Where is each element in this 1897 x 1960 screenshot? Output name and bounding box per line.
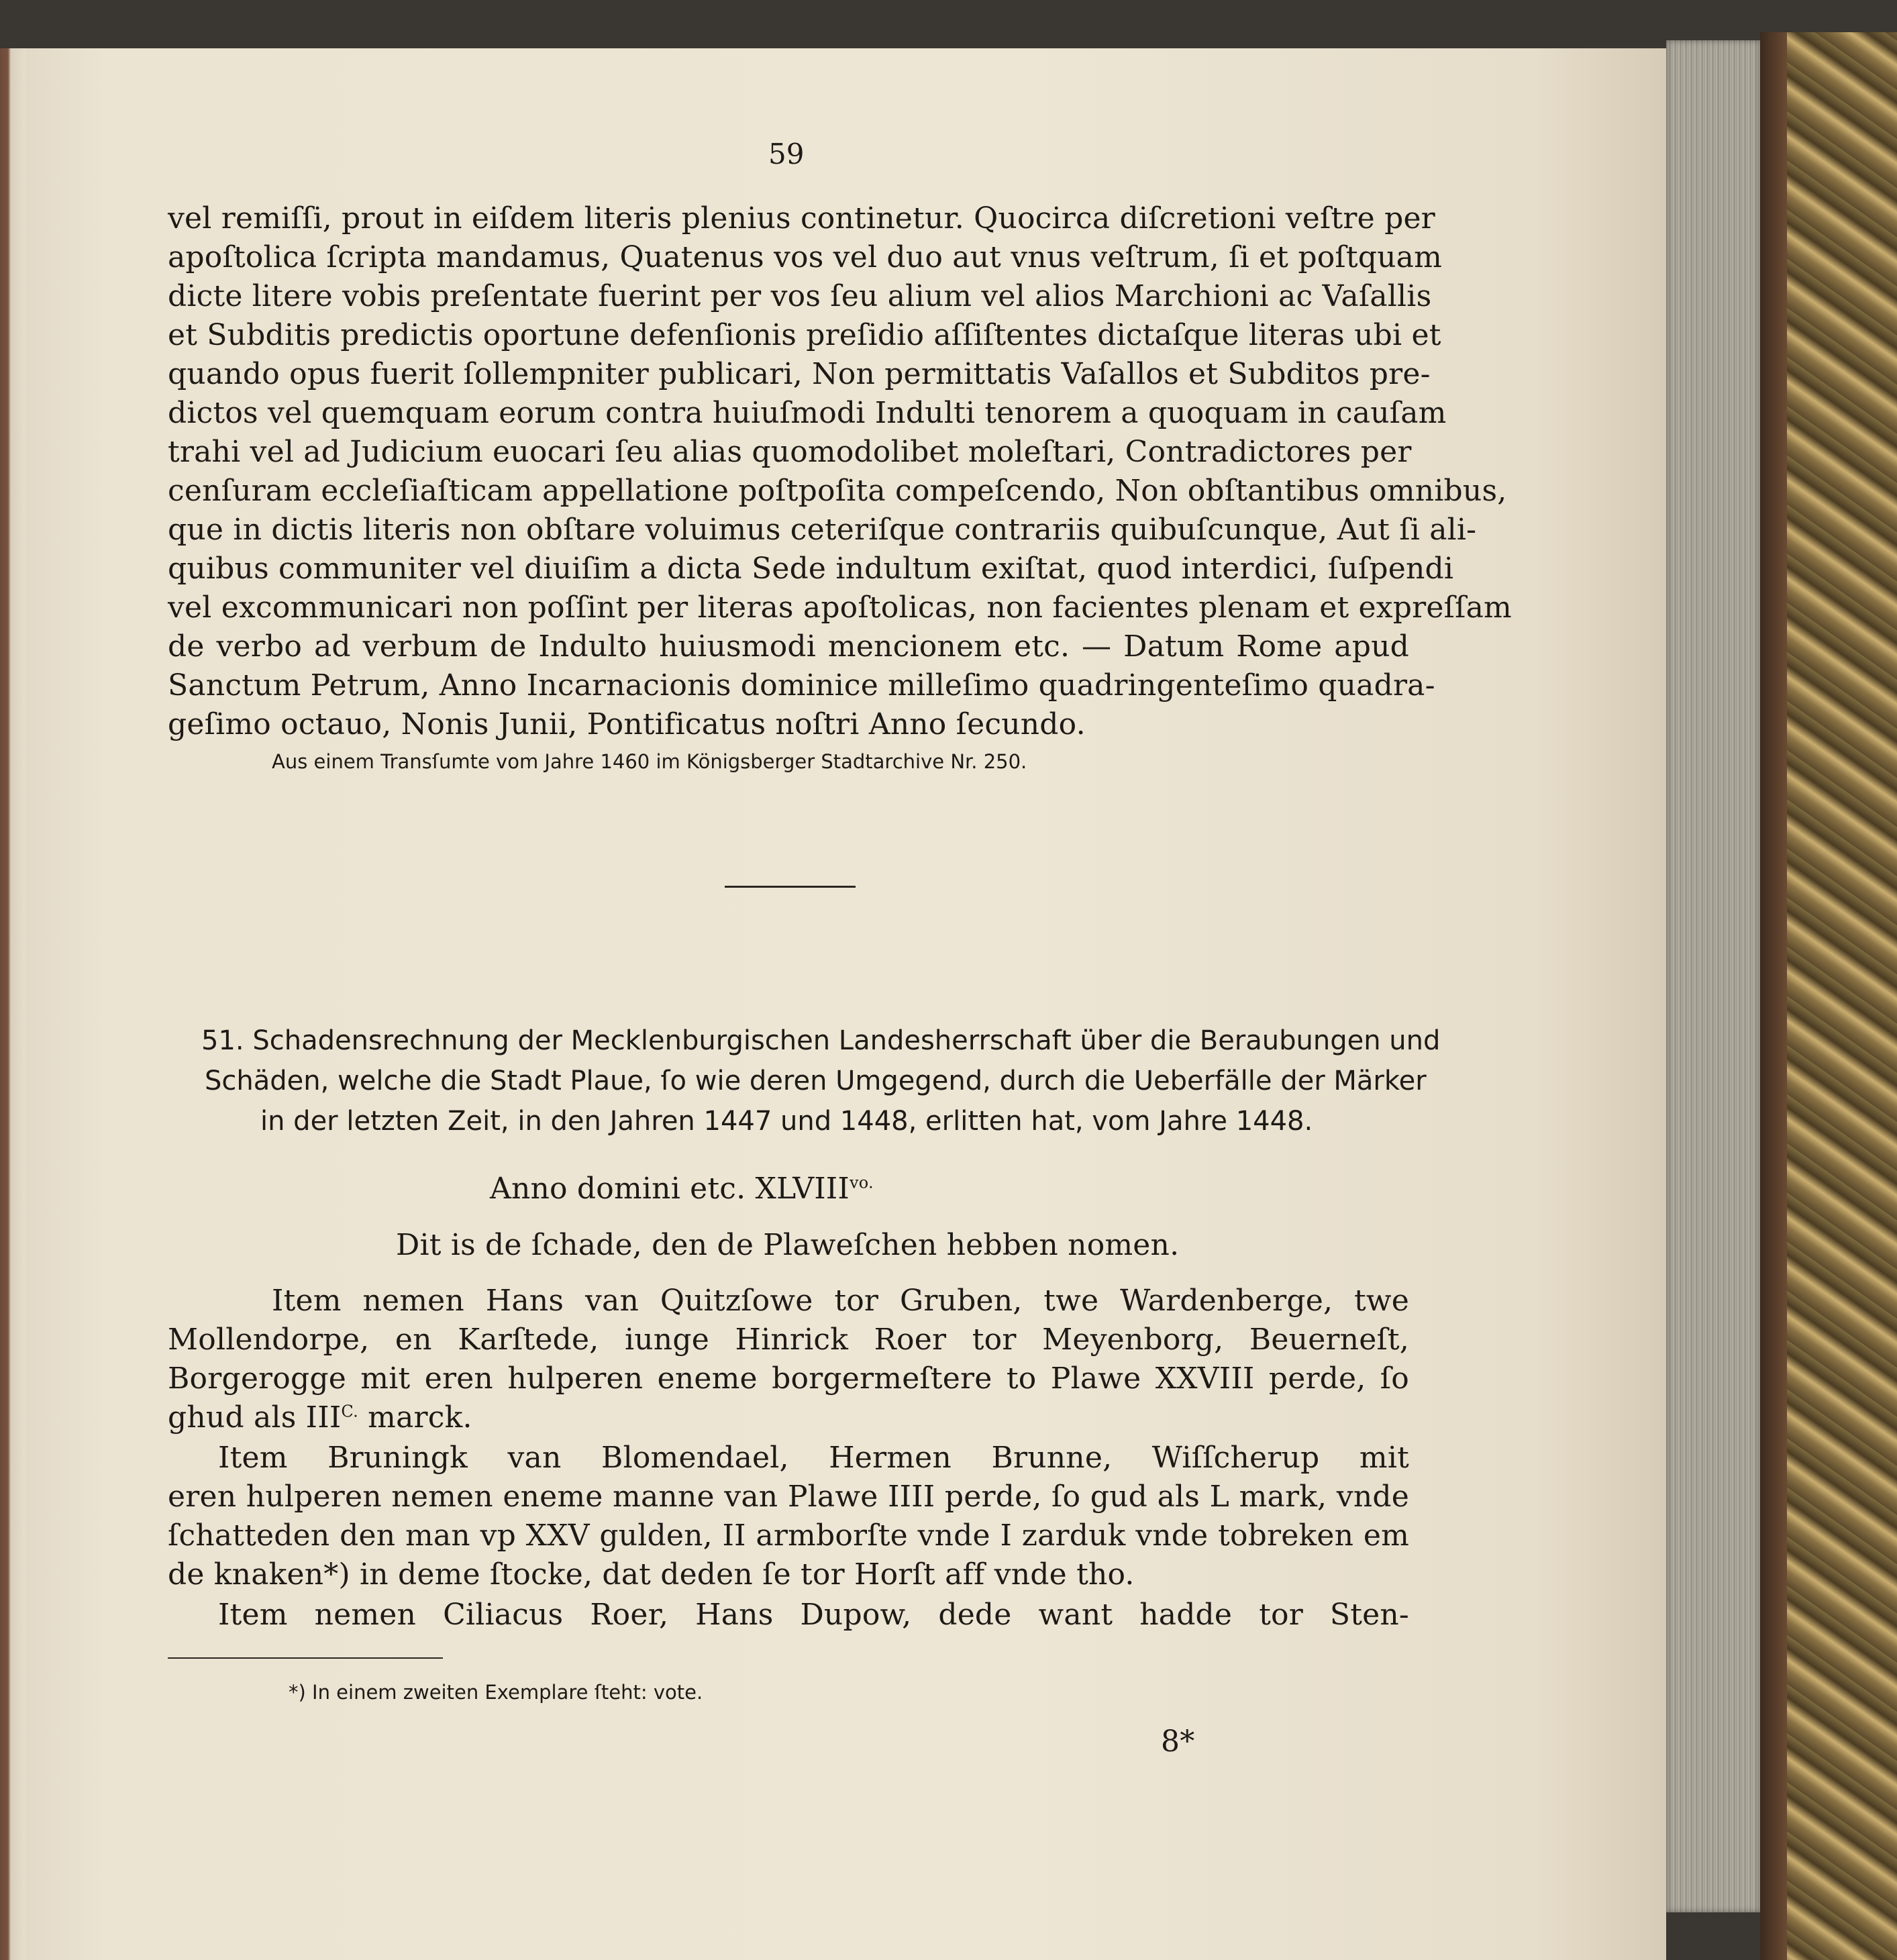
- page-edges: [1666, 40, 1760, 1912]
- text-line: apoſtolica ſcripta mandamus, Quatenus vos vel duo aut vnus veſtrum, ſi et poſtquam: [168, 240, 1443, 274]
- text-line: trahi vel ad Judicium euocari ſeu alias quomodolibet moleſtari, Contradictores per: [168, 435, 1412, 469]
- item-line: Borgerogge mit eren hulperen eneme borgermeſtere to Plawe XXVIII perde, ſo: [168, 1361, 1409, 1396]
- item-line: [168, 1400, 472, 1435]
- text-line: geſimo octauo, Nonis Junii, Pontificatus noſtri Anno ſecundo.: [168, 707, 1086, 741]
- text-line: quibus communiter vel diuiſim a dicta Sede indultum exiſtat, quod interdici, ſuſpendi: [168, 552, 1454, 586]
- item-superscript: C.: [341, 1402, 358, 1421]
- footnote-rule: [168, 1657, 443, 1659]
- text-line: de verbo ad verbum de Indulto huiusmodi mencionem etc. — Datum Rome apud: [168, 629, 1409, 664]
- text-line: dictos vel quemquam eorum contra huiuſmodi Indulti tenorem a quoquam in cauſam: [168, 396, 1447, 430]
- item-text: marck.: [358, 1400, 472, 1435]
- section-divider: [725, 886, 856, 888]
- item-line: ſchatteden den man vp XXV gulden, II armborſte vnde I zarduk vnde tobreken em: [168, 1518, 1409, 1553]
- item-line: Item nemen Hans van Quitzſowe tor Gruben, twe Wardenberge, twe: [272, 1284, 1409, 1318]
- anno-text: Anno domini etc. XLVIII: [490, 1172, 850, 1206]
- text-line: vel excommunicari non poſſint per literas apoſtolicas, non facientes plenam et expreſſam: [168, 590, 1512, 625]
- source-note: Aus einem Transſumte vom Jahre 1460 im Königsberger Stadtarchive Nr. 250.: [272, 750, 1027, 773]
- cover-spine-cloth: [1760, 32, 1787, 1960]
- item-line: Mollendorpe, en Karſtede, iunge Hinrick Roer tor Meyenborg, Beuerneſt,: [168, 1323, 1409, 1357]
- signature-mark: 8*: [1161, 1724, 1195, 1759]
- anno-line: [490, 1172, 874, 1206]
- item-line: de knaken*) in deme ſtocke, dat deden ſe tor Horſt aff vnde tho.: [168, 1557, 1135, 1592]
- text-line: quando opus fuerit ſollempniter publicari, Non permittatis Vaſallos et Subditos pre-: [168, 357, 1431, 391]
- heading-line: in der letzten Zeit, in den Jahren 1447 und 1448, erlitten hat, vom Jahre 1448.: [260, 1106, 1313, 1137]
- text-line: Sanctum Petrum, Anno Incarnacionis dominice milleſimo quadringenteſimo quadra-: [168, 668, 1435, 703]
- item-line: Item Bruningk van Blomendael, Hermen Brunne, Wiſſcherup mit: [218, 1441, 1409, 1475]
- text-line: que in dictis literis non obſtare voluimus ceteriſque contrariis quibuſcunque, Aut ſi ali-: [168, 513, 1477, 547]
- item-text: ghud als III: [168, 1400, 342, 1435]
- page-number: 59: [768, 138, 805, 170]
- text-line: vel remiſſi, prout in eiſdem literis plenius continetur. Quocirca diſcretioni veſtre per: [168, 201, 1435, 236]
- footnote: *) In einem zweiten Exemplare ſteht: vote.: [289, 1681, 703, 1704]
- left-page-edge: [0, 48, 25, 1960]
- item-line: eren hulperen nemen eneme manne van Plawe IIII perde, ſo gud als L mark, vnde: [168, 1480, 1409, 1514]
- text-line: cenſuram eccleſiaſticam appellatione poſtpoſita compeſcendo, Non obſtantibus omnibus,: [168, 474, 1507, 508]
- heading-line: Schäden, welche die Stadt Plaue, ſo wie deren Umgegend, durch die Ueberfälle der Märker: [205, 1066, 1427, 1096]
- text-line: dicte litere vobis preſentate fuerint per vos ſeu alium vel alios Marchioni ac Vaſallis: [168, 279, 1432, 313]
- text-line: et Subditis predictis oportune defenſionis preſidio aſſiſtentes dictaſque literas ubi et: [168, 318, 1441, 352]
- dit-line: Dit is de ſchade, den de Plaweſchen hebben nomen.: [396, 1228, 1180, 1262]
- item-line: Item nemen Ciliacus Roer, Hans Dupow, dede want hadde tor Sten-: [218, 1598, 1409, 1632]
- anno-superscript: vo.: [849, 1173, 874, 1192]
- heading-line: 51. Schadensrechnung der Mecklenburgischen Landesherrschaft über die Beraubungen und: [201, 1025, 1441, 1056]
